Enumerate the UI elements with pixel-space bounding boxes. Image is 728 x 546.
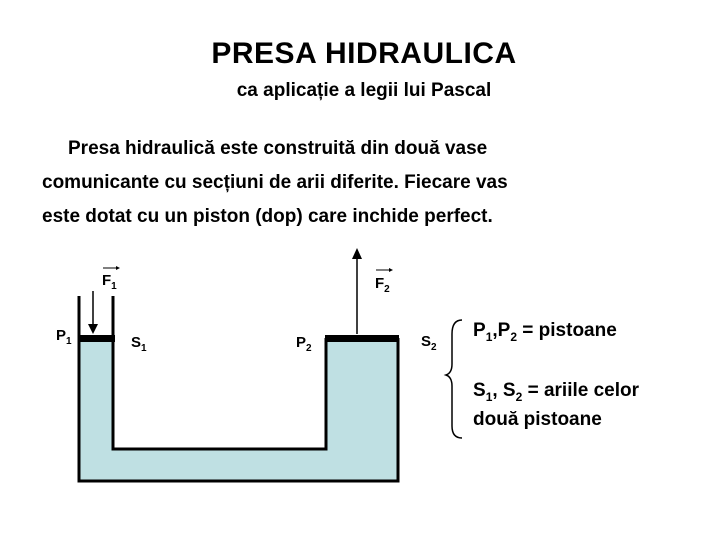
paragraph-line-3: este dotat cu un piston (dop) care inchide perfect. xyxy=(42,206,493,227)
vector-bar-f1-tip xyxy=(116,266,120,270)
label-s1: $S_1$ xyxy=(131,334,147,354)
vessel-inner-wall xyxy=(113,296,326,449)
paragraph-line-1: Presa hidraulică este construită din două vase xyxy=(68,138,488,159)
slide-subtitle: ca aplicație a legii lui Pascal xyxy=(236,80,492,101)
label-p2: $P_2$ xyxy=(296,334,312,354)
legend-brace xyxy=(446,320,462,438)
piston-1 xyxy=(78,335,115,342)
force-arrow-1-head xyxy=(88,324,98,334)
legend-pistons: $P_1,P_2$ = pistoane xyxy=(473,320,617,344)
piston-2 xyxy=(325,335,399,342)
liquid-fill xyxy=(79,341,398,481)
legend-areas: $S_1$, $S_2$ = ariile celor xyxy=(473,380,640,404)
vector-bar-f2-tip xyxy=(389,268,393,272)
force-arrow-2-head xyxy=(352,248,362,259)
slide-title: PRESA HIDRAULICA xyxy=(211,37,517,70)
legend-areas-cont: două pistoane xyxy=(473,409,602,430)
label-f2: $F_2$ xyxy=(375,275,390,295)
label-f1: $F_1$ xyxy=(102,272,117,292)
label-p1: $P_1$ xyxy=(56,327,72,347)
label-s2: $S_2$ xyxy=(421,333,437,353)
paragraph-line-2: comunicante cu secțiuni de arii diferite. Fiecare vas xyxy=(42,172,508,193)
